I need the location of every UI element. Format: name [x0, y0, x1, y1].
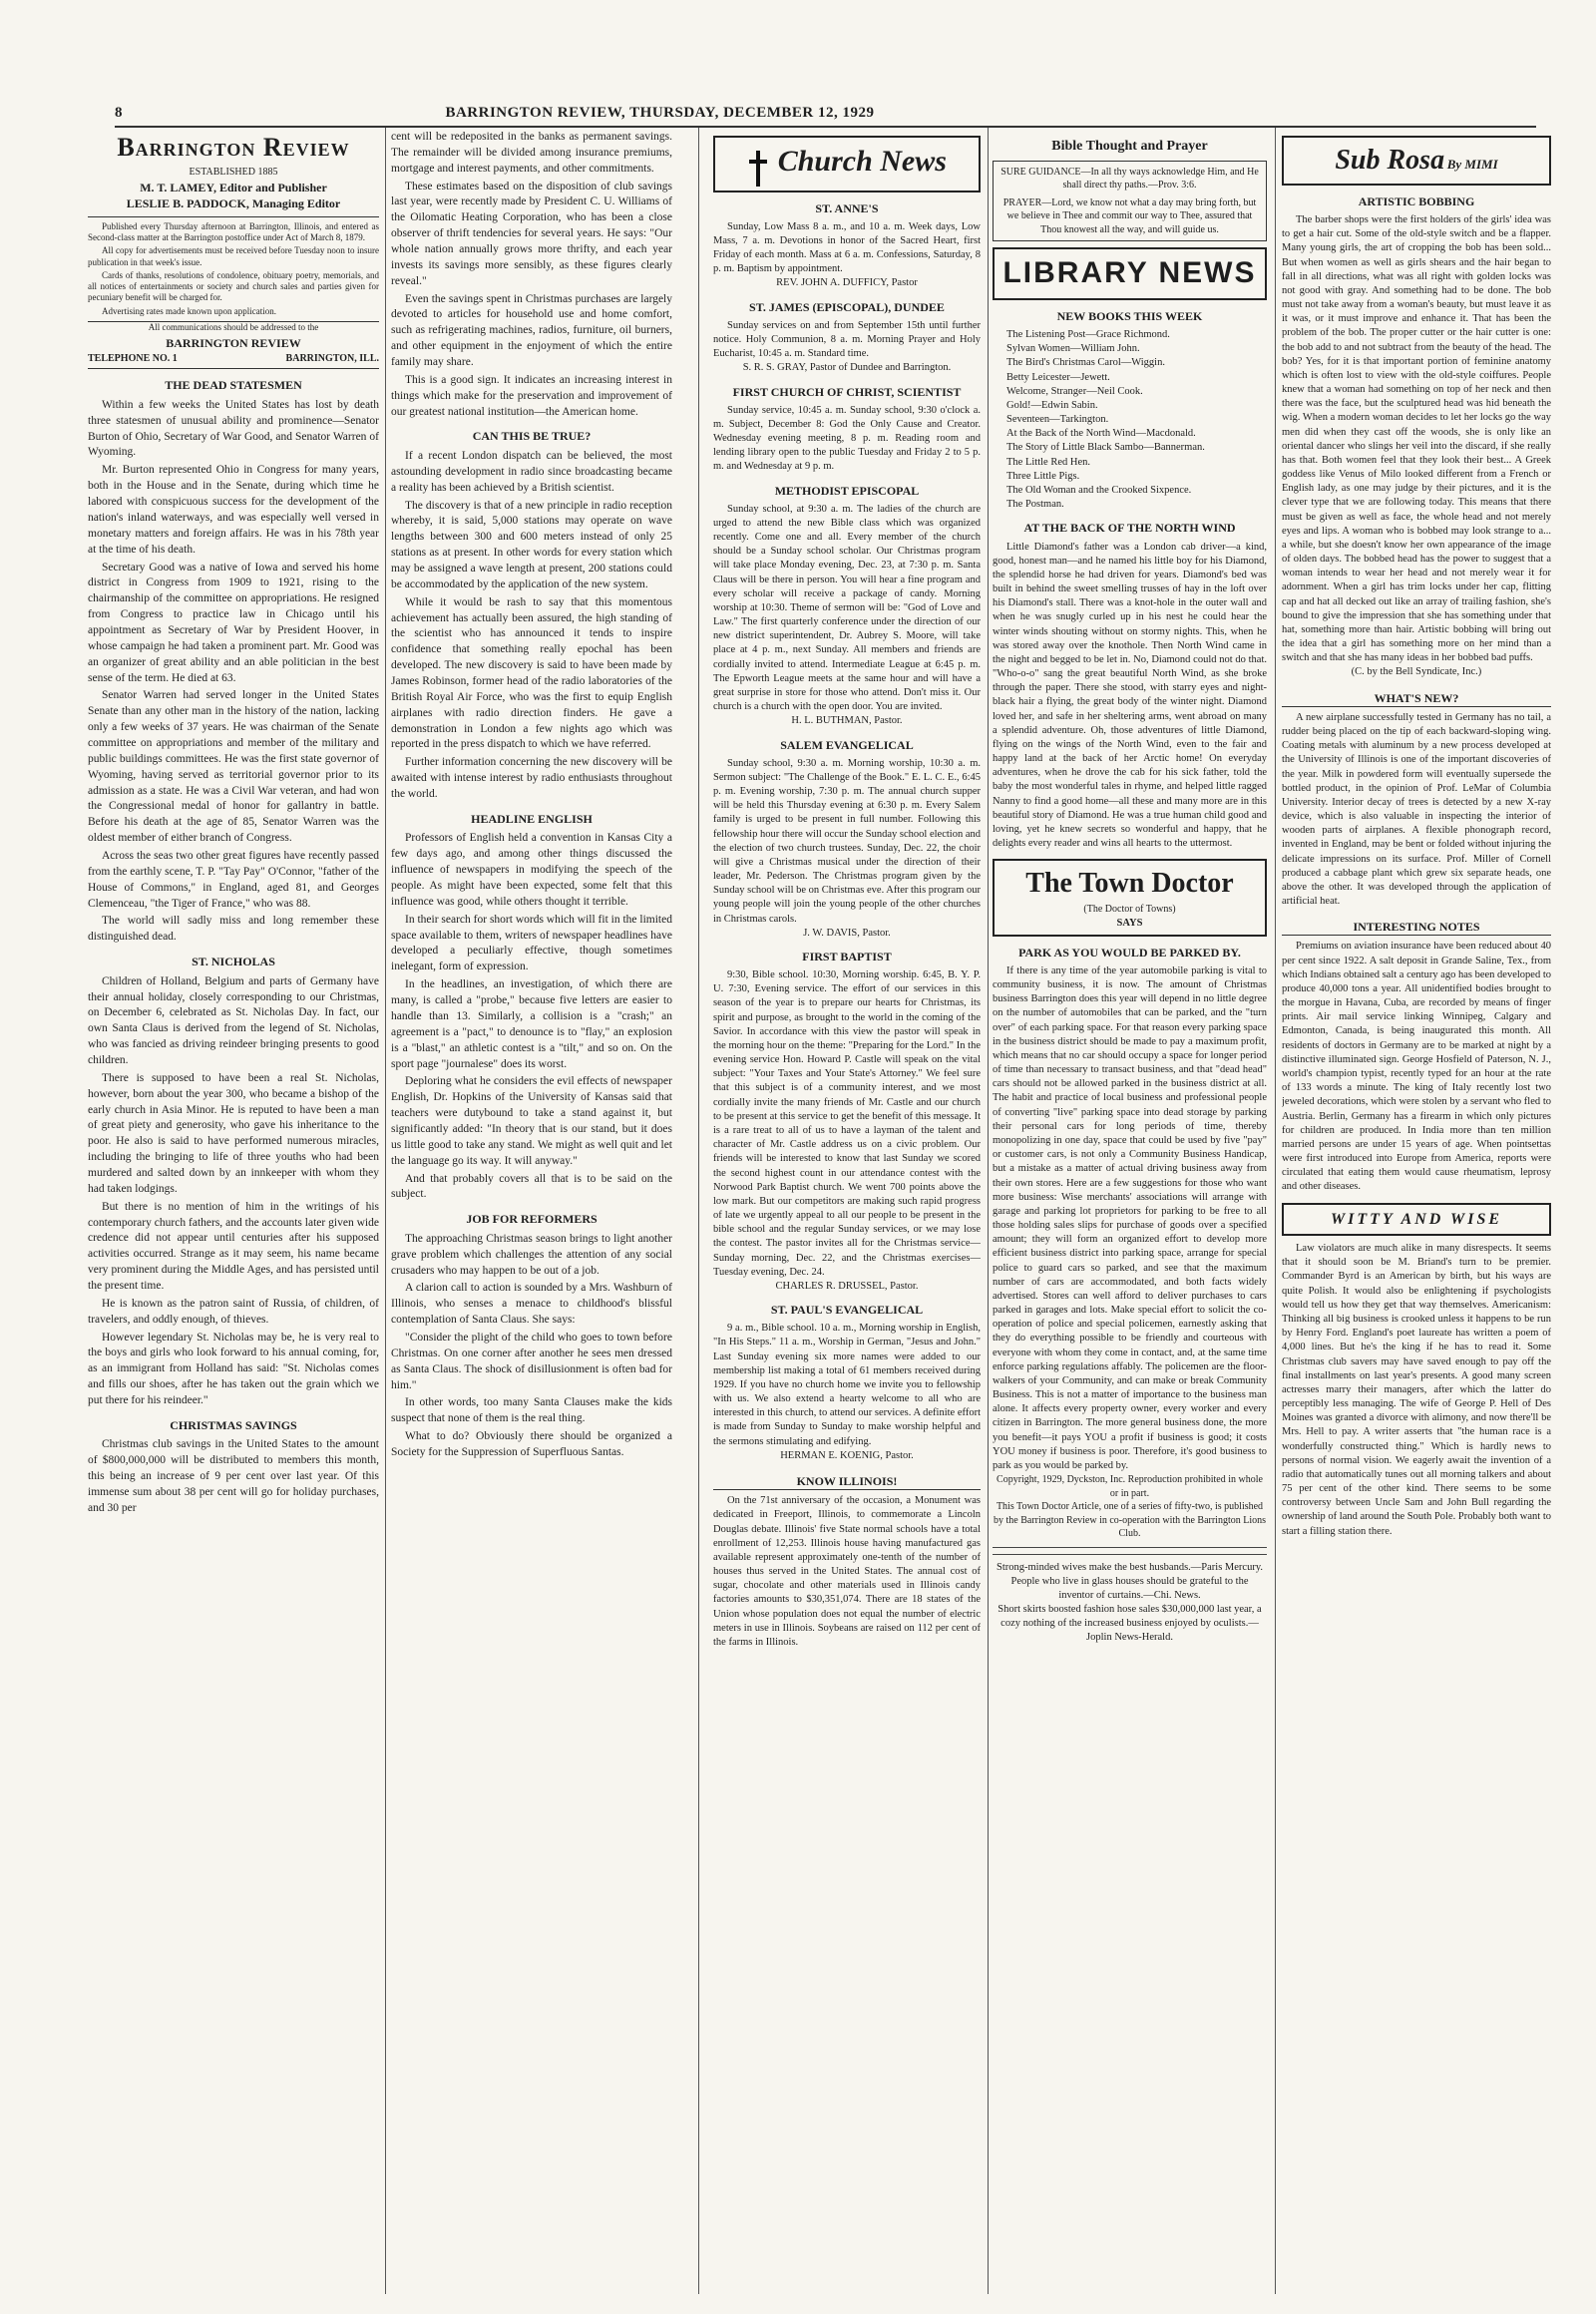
- quote: People who live in glass houses should be grateful to the inventor of curtains.—Chi. News.: [1010, 1575, 1249, 1601]
- column-editorial-1: [88, 130, 379, 2284]
- paragraph: Sunday services on and from September 15th until further notice. Holy Communion, 8 a. m. Morning Prayer and Holy Eucharist, 10:45 a. m. Standard time.: [713, 319, 981, 360]
- heading-st-james: ST. JAMES (EPISCOPAL), DUNDEE: [749, 299, 945, 314]
- paragraph: 9:30, Bible school. 10:30, Morning worship. 6:45, B. Y. P. U. 7:30, Evening service. The effort of our services in this season of the year is to prepare our hearts for Christmas, its spirit and purpose, as brought to the world in the coming of the Savior. In accordance with this view the pastor will speak in the morning hour on the theme: "Preparing for the Lord." In the evening service Hon. Howard P. Castle will speak on the vital subject: "Your Taxes and Your State's Attorney." We feel sure that this subject is of a community interest, and we most cordially invite the many friends of Mr. Castle and our church to be present at this service to get the benefit of this message. It is a rare treat to all of us to have a layman of the talent and character of Mr. Castle address us on a civic problem. Our friends will be interested to know that last Sunday we scored the second highest count in our attendance contest with the Norwood Park Baptist church. We went 700 points above the low mark. But our competitors are making such rapid progress of late we urgently appeal to all our people to be present in the bible school and the regular Sunday services, or we may lose the contest. The pastor invites all for the Christmas service—Sunday morning, Dec. 22, and the Christmas exercises—Tuesday evening, Dec. 24.: [713, 969, 981, 1278]
- book-item: Sylvan Women—William John.: [1006, 343, 1140, 355]
- quote: Strong-minded wives make the best husbands.—Paris Mercury.: [996, 1561, 1264, 1573]
- town-doctor-says: SAYS: [1116, 917, 1143, 929]
- signature: J. W. DAVIS, Pastor.: [803, 927, 891, 939]
- heading-st-pauls: ST. PAUL'S EVANGELICAL: [770, 1303, 924, 1318]
- rates-note: Advertising rates made known upon application.: [102, 305, 276, 316]
- paragraph: What to do? Obviously there should be organized a Society for the Suppression of Superfluous Santas.: [391, 1430, 672, 1458]
- series-note: This Town Doctor Article, one of a series of fifty-two, is published by the Barrington Review in co-operation with the Barrington Lions Club.: [994, 1501, 1266, 1540]
- bible-title: Bible Thought and Prayer: [1051, 139, 1208, 154]
- book-item: Three Little Pigs.: [1006, 470, 1080, 482]
- town-doctor-subtitle: (The Doctor of Towns): [1083, 904, 1176, 916]
- paragraph: A clarion call to action is sounded by a Mrs. Washburn of Illinois, who senses a menace to childhood's blissful contemplation of Santa Claus. She says:: [391, 1282, 672, 1327]
- sub-rosa-byline: By MIMI: [1446, 157, 1498, 172]
- book-item: The Story of Little Black Sambo—Bannerman.: [1006, 442, 1205, 454]
- paragraph: Little Diamond's father was a London cab driver—a kind, good, honest man—and he named his little boy for his Diamond, the splendid horse he had driven for years. Diamond's bed was built in behind the sweet smelling trusses of hay in the loft over his Diamond's stall. There was a knot-hole in the outer wall and when he was snugly curled up in his nest he could hear the winter winds shouting without on stormy nights. This, when he was stored away over the knothole. Then North Wind came in the night and begged to be let in. No, Diamond could not do that. "Who-o-o" sang the great beautiful North Wind, as she broke through the paper. There she stood, with starry eyes and night-black hair a flying, the great body of the winter night. Diamond loved her, and safe in her sheltering arms, went abroad on many a splendid adventure. Oh, those adventures of little Diamond, flying on the wings of the North Wind, even to the fair and happy land at the back of her Arctic home! On everyday adventures, when he drove the cab for his sick father, told the baby the most wonderful tales in rhyme, and helped little ragged Nanny to find a good home—all these and many more are in this beautiful story of Diamond. He was a true human child good and loving, yet he knew secrets so wonderful and happy, that he delights every reader and wins all hearts to the uttermost.: [993, 541, 1267, 850]
- address-name: BARRINGTON REVIEW: [166, 336, 301, 351]
- paragraph: This is a good sign. It indicates an increasing interest in things which make for the preservation and improvement of our greatest national institution—the American home.: [391, 373, 672, 418]
- book-item: The Bird's Christmas Carol—Wiggin.: [1006, 357, 1165, 369]
- heading-christmas-savings: CHRISTMAS SAVINGS: [170, 1417, 297, 1432]
- cross-icon: [747, 151, 769, 187]
- heading-artistic-bobbing: ARTISTIC BOBBING: [1358, 193, 1475, 208]
- paragraph: Sunday service, 10:45 a. m. Sunday school, 9:30 o'clock a. m. Subject, December 8: God the Only Cause and Creator. Wednesday evening meeting, 8 p. m. Reading room and lending library open to the public Tuesday and Friday 2 to 5 p. m. and Wednesday at 9 p. m.: [713, 404, 981, 473]
- heading-first-baptist: FIRST BAPTIST: [802, 949, 892, 964]
- paragraph: In their search for short words which will fit in the limited space available to them, writers of newspaper headlines have developed a peculiarly effective, though sometimes inelegant, form of expression.: [391, 913, 672, 973]
- paragraph: In other words, too many Santa Clauses make the kids suspect that none of them is the real thing.: [391, 1396, 672, 1425]
- copy-note: All copy for advertisements must be received before Tuesday noon to insure publication in that week's issue.: [88, 245, 379, 267]
- address-line: All communications should be addressed to the: [148, 321, 319, 332]
- paper-masthead: [88, 130, 379, 217]
- heading-headline-english: HEADLINE ENGLISH: [471, 811, 593, 826]
- paragraph: The discovery is that of a new principle in radio reception whereby, it is said, 5,000 stations may operate on wave lengths between 300 and 600 meters instead of only 25 stations as at present. In other words for every station which may be assigned a wave length at present, 200 stations could be accommodated by the application of the new system.: [391, 499, 672, 590]
- paragraph: And that probably covers all that is to be said on the subject.: [391, 1172, 672, 1201]
- paragraph: Mr. Burton represented Ohio in Congress for many years, both in the House and in the Senate, during which time he labored with conspicuous success for the development of the nation's inland waterways, and was especially well versed in monetary matters and foreign affairs. He was in his 78th year at the time of his death.: [88, 464, 379, 556]
- bible-verse: SURE GUIDANCE—In all thy ways acknowledge Him, and He shall direct thy paths.—Prov. 3:6.: [1000, 166, 1259, 192]
- city: BARRINGTON, ILL.: [285, 352, 379, 364]
- paragraph: Deploring what he considers the evil effects of newspaper English, Dr. Hopkins of the University of Kansas said that teachers were dutybound to take a stand against it, but significantly added: "In theory that is our stand, but it does us little good to take any stand. We might as well quit and let the language go its way. It will anyway.": [391, 1075, 672, 1167]
- masthead-line: BARRINGTON REVIEW, THURSDAY, DECEMBER 12, 1929: [445, 105, 875, 121]
- paragraph: He is known as the patron saint of Russia, of children, of travelers, and oddly enough, of thieves.: [88, 1297, 379, 1326]
- heading-north-wind: AT THE BACK OF THE NORTH WIND: [1023, 521, 1236, 536]
- paragraph: Christmas club savings in the United States to the amount of $800,000,000 will be distributed to members this month, this being an increase of 9 per cent over last year. Of this immense sum about 38 per cent will go for holiday purchases, and 30 per: [88, 1438, 379, 1514]
- paragraph: If a recent London dispatch can be believed, the most astounding development in radio since broadcasting became a reality has been achieved by a British scientist.: [391, 450, 672, 494]
- book-list: [993, 328, 1267, 512]
- bible-prayer: PRAYER—Lord, we know not what a day may bring forth, but we believe in Thee and commit our way to Thee, assured that Thou knowest all the way, and will guide us.: [1002, 196, 1257, 235]
- paragraph: In the headlines, an investigation, of which there are many, is called a "probe," because five letters are easier to handle than 13. Similarly, a collision is a "crash;" an agreement is a "pact," to denounce is to "flay," an explosion is a "blast," an athletic contest is a "tilt," and so on. On the sport page "journalese" does its worst.: [391, 978, 672, 1070]
- signature: REV. JOHN A. DUFFICY, Pastor: [776, 277, 918, 289]
- paragraph: Senator Warren had served longer in the United States Senate than any other man in the history of the nation, lacking only a few weeks of 37 years. He was chairman of the Senate committee on appropriations and member of the military and public buildings committees. He was the first state governor of Wyoming, having served as territorial governor prior to its admission as a state. He was a Civil War veteran, and had won the Congressional medal of honor for gallantry in battle. Before his death at the age of 85, Senator Warren was the oldest member of either branch of Congress.: [88, 689, 379, 845]
- paragraph: However legendary St. Nicholas may be, he is very real to the boys and girls who look forward to his annual coming, for, as an immigrant from Holland has said: "St. Nicholas comes and fills our shoes, after he has taken out the grain which we put there for his reindeer.": [88, 1331, 379, 1407]
- paragraph: Even the savings spent in Christmas purchases are largely devoted to articles for household use and home comfort, such as refrigerating machines, radios, furniture, oil burners, and other equipment in the enjoyment of which the entire family may share.: [391, 292, 672, 369]
- paragraph: 9 a. m., Bible school. 10 a. m., Morning worship in English, "In His Steps." 11 a. m., Worship in German, "Jesus and John." Last Sunday evening six more names were added to our membership list making a total of 61 members received during 1929. If you have no church home we invite you to fellowship with us. We also extend a hearty welcome to all who are interested in this church, to attend our services. A definite effort is made from Sunday to Sunday to make worship helpful and the sermons stimulating and edifying.: [713, 1323, 981, 1447]
- paragraph: Law violators are much alike in many disrespects. It seems that it should soon be M. Briand's turn to be premier. Commander Byrd is an American by birth, but his ways are quite Polish. It would also be enlightening if psychologists would tell us how they get that way themselves. Americanism: Thinking all big business is crooked unless it happens to be run by Henry Ford. England's poet laureate has written a poem of 4,000 lines. But he's the king if he has to read it. Some Christmas club savers may have saved enough to pay off the final installments on last year's presents. A good many screen actresses marry their managers, after which the latter do perceptibly less managing. The wife of George P. Hell of Des Moines was granted a divorce with alimony, and now there'll be Mrs. Hell to pay. A writer asserts that "the human race is a wonderfully constructed thing." Which is hardly news to persons of normal vision. We eagerly await the invention of a radio that automatically tunes out all morning talkers and about 75 per cent of the other kind. There seems to be some controversy between Uncle Sam and John Bull regarding the ownership of land around the South Pole. Probably both want to start a filling station there.: [1282, 1243, 1551, 1537]
- managing-editor: LESLIE B. PADDOCK, Managing Editor: [126, 196, 341, 211]
- sub-rosa-banner: [1282, 136, 1551, 186]
- heading-st-annes: ST. ANNE'S: [815, 200, 879, 215]
- heading-job-for-reformers: JOB FOR REFORMERS: [466, 1212, 598, 1227]
- paragraph: The barber shops were the first holders of the girls' idea was to get a hair cut. Some of the old-style switch and be a flapper. Many young girls, the art of cropping the bob has been sold... But when women as well as girls shears and the hair began to fall in all directions, what was all right with golden locks was not good with gray. And something had to be done. The bob must not take away from a woman's beauty, but must leave it as it was, or it must improve and enhance it. That has been the problem of the bob. The proper cutter or the hair cutter is one: the bob add to and not subtract from the beauty of the head. The bob? Yes, for it is that important portion of feminine anatomy which is often lost to view with the old-style coiffures. People knew that a woman had something on top of her neck and then there was the face, but the sculptured head was hid beneath the wig. When a modern woman decides to let her locks go the way men did when they cast off the woods, she is only like an oriental dancer who slings her veil into the discard, if she really has that. Both women feel that they look their best... A Greek goddess like Venus of Milo looked different from a French or English lady, as one may judge by their pictures, and it is the clever type that we are following today. This means that there must be given as well as face, the whole head and not merely eyes and lips. A woman who is bobbed may look strange to a... a while, but she doesn't know her own appearance of the image of olden days. The bobbed head has the power to suggest that a woman intends to wear her head and not merely wear it for adornment. When a girl has trim locks under her cap, flitting cap and hat all decked out like an array of trailing fashion, she's bound to give the impression that she has something under that hat, something more than hair. Artistic bobbing will bring out the idea that a girl has something more on her mind than a switch and that she has many ideas in her bobbed bad puffs.: [1282, 213, 1551, 664]
- paragraph: The world will sadly miss and long remember these distinguished dead.: [88, 915, 379, 944]
- syndicate: (C. by the Bell Syndicate, Inc.): [1351, 666, 1482, 678]
- sub-rosa-title: Sub Rosa: [1335, 145, 1445, 176]
- library-news-title: LIBRARY NEWS: [1002, 256, 1257, 290]
- church-news-banner: [713, 136, 981, 193]
- paragraph: Premiums on aviation insurance have been reduced about 40 per cent since 1922. A salt deposit in Grande Saline, Tex., from which Indians obtained salt a century ago has been developed to produce 40,000 tons a year. All unidentified bodies brought to the morgue in Havana, Cuba, are recorded by means of finger prints. Air mail service linking Winnipeg, Calgary and Edmonton, Canada, is being inaugurated this month. All residents of doctors in Germany are to be marked at night by a distinctive illuminated sign. George Hosfield of Paterson, N. J., world's champion typist, recently typed for an hour at the rate of 133 words a minute. The king of Italy recently lost two jeweled decorations, which were stolen by a servant who fled to Austria. Berlin, Germany has a firearm in which only pictures for children are produced. In India more than ten million married persons are under 15 years of age. When pointsettas were first introduced into Europe from America, reports were circulated that eating them would cause rheumatism, leprosy and other diseases.: [1282, 941, 1551, 1193]
- book-item: At the Back of the North Wind—Macdonald.: [1006, 428, 1196, 440]
- paragraph: But there is no mention of him in the writings of his contemporary church fathers, and the accounts later given wide credence did not appear until centuries after his supposed activities occurred. Strange as it may seem, his name became very prominent during the Middle Ages, and has persisted until the present time.: [88, 1200, 379, 1292]
- book-item: Seventeen—Tarkington.: [1006, 414, 1109, 426]
- heading-new-books: NEW BOOKS THIS WEEK: [1056, 308, 1203, 323]
- paper-title: Barrington Review: [117, 133, 350, 162]
- column-sub-rosa: [1282, 130, 1551, 2284]
- column-church-news: [713, 130, 981, 2284]
- heading-can-this-be-true: CAN THIS BE TRUE?: [472, 429, 592, 444]
- heading-park: PARK AS YOU WOULD BE PARKED BY.: [1018, 945, 1241, 960]
- heading-st-nicholas: ST. NICHOLAS: [192, 955, 275, 969]
- library-news-banner: [993, 247, 1267, 300]
- paragraph: On the 71st anniversary of the occasion, a Monument was dedicated in Freeport, Illinois, to commemorate a Lincoln Douglas debate. Illinois' five State normal schools have a total enrollment of 12,253. Illinois house having manufactured gas available represent approximately one-tenth of the number of houses thus served in the United States. The annual cost of sugar, chocolate and other materials used in Illinois candy factories amounts to $30,351,074. There are 18 states of the Union whose population does not equal the number of electric meters in use in Illinois. Soybeans are raised on 112 per cent of the farms in Illinois.: [713, 1495, 981, 1648]
- quote: Short skirts boosted fashion hose sales $30,000,000 last year, a cozy nothing of the increased business enjoyed by oculists.—Joplin News-Herald.: [998, 1604, 1262, 1644]
- paragraph: A new airplane successfully tested in Germany has no tail, a rudder being placed on the tip of each backward-sloping wing. Coating metals with aluminum by a new process developed at the University of Illinois is one of the important discoveries of the year. Milk in powdered form will eventually supersede the bottled product, in the opinion of Prof. LeMar of Columbia University. Interior decay of trees is detected by a new X-ray device, which is also valuable in inspecting the interior of wooden parts of airplanes. A flexible phonograph record, invented in England, may be bent or folded without injuring the delicate impressions on its surface. Prof. Miller of Cornell produced a cabbage plant which grew six separate heads, one above the other. It was developed through the application of artificial heat.: [1282, 711, 1551, 908]
- book-item: The Little Red Hen.: [1006, 456, 1090, 468]
- page-header: [115, 98, 1536, 122]
- paragraph: "Consider the plight of the child who goes to town before Christmas. On one corner after another he sees men dressed as Santa Claus. The shock of disillusionment is often bad for him.": [391, 1331, 672, 1391]
- column-library-town: [993, 130, 1267, 2284]
- bible-box: [993, 161, 1267, 242]
- paragraph: Sunday school, 9:30 a. m. Morning worship, 10:30 a. m. Sermon subject: "The Challenge of the Book." E. L. C. E., 6:45 p. m. Evening worship, 7:30 p. m. The annual church supper will be held this Thursday evening at 6:30 p. m. Every Salem family is urged to be present in full number. Following this fellowship hour there will occur the Sunday school election and the election of two church trustees. Sunday, Dec. 22, the choir will give a Christmas musical under the direction of their leader, Mr. Pederson. The Christmas program given by the Sunday school will be on Christmas eve. After this program our young people will join the young people of the other churches in Christmas carols.: [713, 757, 981, 925]
- paragraph: Sunday school, at 9:30 a. m. The ladies of the church are urged to attend the new Bible class which was organized recently. Come one and all. Every member of the church should be a Sunday school scholar. Our Christmas program will take place Monday evening, Dec. 23, at 7:30 p. m. Santa Claus will be there in person. You will hear a fine program and every scholar will receive a package of candy. Morning worship at 10:30. Theme of sermon will be: "God of Love and Law." The first quarterly conference under the direction of our new district superintendent, Dr. Aubrey S. Moore, will take place at 4 p. m., next Sunday. All members and friends are cordially invited to attend. Intermediate League at 6:45 p. m. The Epworth League meets at the same hour and will have a great surprise in store for those who attend. Don't miss it. Our church is a church with the open door. You are invited.: [713, 503, 981, 713]
- paragraph: The approaching Christmas season brings to light another grave problem which challenges the attention of any social crusaders who may happen to be out of a job.: [391, 1232, 672, 1277]
- town-doctor-banner: [993, 859, 1267, 936]
- heading-whats-new: WHAT'S NEW?: [1282, 690, 1551, 707]
- paragraph: Children of Holland, Belgium and parts of Germany have their annual holiday, closely corresponding to our Christmas, on December 6, celebrated as St. Nicholas Day. In fact, our own Santa Claus is derived from the legend of St. Nicholas, who was fancied as driving reindeer bringing presents to good children.: [88, 974, 379, 1066]
- editor: M. T. LAMEY, Editor and Publisher: [140, 180, 327, 194]
- publish-note: Published every Thursday afternoon at Barrington, Illinois, and entered as Second-class matter at the Barrington postoffice under Act of March 8, 1879.: [88, 220, 379, 243]
- column-editorial-2: [391, 130, 672, 2284]
- book-item: Gold!—Edwin Sabin.: [1006, 399, 1098, 411]
- paragraph: Further information concerning the new discovery will be awaited with intense interest by radio enthusiasts throughout the world.: [391, 756, 672, 801]
- signature: S. R. S. GRAY, Pastor of Dundee and Barrington.: [742, 362, 952, 374]
- heading-know-illinois: KNOW ILLINOIS!: [713, 1473, 981, 1490]
- book-item: The Postman.: [1006, 499, 1064, 511]
- page-number: 8: [115, 105, 123, 121]
- heading-dead-statesmen: THE DEAD STATESMEN: [165, 378, 302, 393]
- paragraph: Professors of English held a convention in Kansas City a few days ago, and among other things discussed the influence of newspapers in modifying the speech of the people. As might have been expected, some felt that this influence was good, while others thought it terrible.: [391, 832, 672, 908]
- paragraph: Within a few weeks the United States has lost by death three statesmen of unusual ability and prominence—Senator Burton of Ohio, Secretary of War Good, and Senator Warren of Wyoming.: [88, 398, 379, 459]
- paragraph: If there is any time of the year automobile parking is vital to community business, it is now. The amount of Christmas business Barrington does this year will depend in no little degree on the number of automobiles that can be parked, and the "turn over" of each parking space. For that reason every parking space in the business district should be made to pay a maximum profit, which means that no car should occupy a space for longer period of time than necessary to transact business, and that "dead head" cars should not be allowed parked in the business district at all. The habit and practice of local business and professional people of converting "live" parking space into dead storage by parking their personal cars for long periods of time, thereby monopolizing in one day, space that could be used by five "pay" or customer cars, is not only a Community Business Handicap, but a mistake as a matter of actual driving business away from their own stores. Here are a few suggestions for those who want more business: Wise merchants' associations will arrange with garage and parking lot proprietors for parking to be free to all those holding sales slips for purchase of goods over a specified amount; they will form an organized effort to develop more efficient business district into parking space, arrange for special police to guard cars so parked, and see that the maximum number of cars are accommodated, and both facts widely advertised. Stores can well afford to deliver purchases to cars parked in garages and lots. Make special effort to solicit the co-operation of police and special policemen, earnestly asking that they do everything possible to be friendly and courteous with everyone with whom they come in contact, and, at the same time enforce parking regulations affably. The policemen are the floor-walkers of your Community, and can make or break Community Business. This is not a matter of importance to the business man alone. It affects every property owner, every worker and every citizen in Barrington. The more general business done, the more you benefit—it pays YOU a profit if business is good; it costs YOU money if business is poor. Therefore, it's good business to park as you would be parked by.: [993, 964, 1267, 1471]
- paragraph: While it would be rash to say that this momentous achievement has actually been assured, the high standing of the scientist who has announced it tends to inspire confidence that something really epochal has been developed. The new discovery is said to have been made by James Robinson, former head of the radio laboratories of the British Royal Air Force, who was the first to equip English airplanes with radio direction finders. He gave a demonstration in London a few nights ago which was reported in the press dispatch to which we have referred.: [391, 595, 672, 751]
- paragraph: Across the seas two other great figures have recently passed from the earthly scene, T. P. "Tay Pay" O'Connor, "father of the House of Commons," in England, aged 81, and Georges Clemenceau, "the Tiger of France," who was 88.: [88, 849, 379, 910]
- paragraph: cent will be redeposited in the banks as permanent savings. The remainder will be divided among insurance premiums, mortgage and interest payments, and other commitments.: [391, 131, 672, 175]
- book-item: The Old Woman and the Crooked Sixpence.: [1006, 484, 1192, 496]
- signature: CHARLES R. DRUSSEL, Pastor.: [775, 1280, 919, 1292]
- paragraph: Sunday, Low Mass 8 a. m., and 10 a. m. Week days, Low Mass, 7 a. m. Devotions in honor of the Sacred Heart, first Friday of each month. Mass at 6 a. m. Confessions, Saturday, 8 p. m. Baptism by appointment.: [713, 220, 981, 275]
- witty-banner: [1282, 1203, 1551, 1237]
- heading-salem: SALEM EVANGELICAL: [780, 737, 914, 752]
- heading-christ-scientist: FIRST CHURCH OF CHRIST, SCIENTIST: [732, 384, 962, 399]
- telephone: TELEPHONE NO. 1: [88, 352, 178, 364]
- copyright: Copyright, 1929, Dyckston, Inc. Reproduction prohibited in whole or in part.: [997, 1474, 1263, 1499]
- book-item: Betty Leicester—Jewett.: [1006, 371, 1110, 383]
- book-item: Welcome, Stranger—Neil Cook.: [1006, 385, 1143, 397]
- paragraph: Secretary Good was a native of Iowa and served his home district in Congress from 1909 to 1921, rising to the chairmanship of the committee on appropriations. He resigned from Congress to practice law in Chicago until his appointment as Secretary of War by President Hoover, in whose campaign he had taken a prominent part. Mr. Good was an organizer of great ability and an able politician in the best sense of the term. He died at 63.: [88, 561, 379, 684]
- cards-note: Cards of thanks, resolutions of condolence, obituary poetry, memorials, and all notices of entertainments or society and church sales and parties given for pecuniary benefit will be charged for.: [88, 269, 379, 303]
- heading-methodist: METHODIST EPISCOPAL: [774, 483, 920, 498]
- town-doctor-title: The Town Doctor: [1025, 868, 1234, 900]
- established: ESTABLISHED 1885: [189, 166, 278, 178]
- church-news-title: Church News: [777, 145, 947, 178]
- heading-interesting-notes: INTERESTING NOTES: [1282, 919, 1551, 936]
- paragraph: These estimates based on the disposition of club savings last year, were recently made by President C. U. Williams of the Oilomatic Heating Corporation, who has been a close observer of thrift tendencies for several years. He says: "Our whole nation annually grows more thrifty, and each year invests its savings more sensibly, as these figures clearly reveal.": [391, 180, 672, 287]
- witty-title: WITTY AND WISE: [1330, 1210, 1503, 1228]
- paragraph: There is supposed to have been a real St. Nicholas, however, born about the year 300, who became a bishop of the early church in Asia Minor. He is reputed to have been a man of great piety and generosity, who gave his inheritance to the poor. He also is said to have performed numerous miracles, including the bringing to life of three youths who had been murdered and salted down by an innkeeper with whom they had taken lodgings.: [88, 1071, 379, 1195]
- signature: HERMAN E. KOENIG, Pastor.: [780, 1449, 914, 1461]
- signature: H. L. BUTHMAN, Pastor.: [791, 715, 903, 727]
- book-item: The Listening Post—Grace Richmond.: [1006, 329, 1170, 341]
